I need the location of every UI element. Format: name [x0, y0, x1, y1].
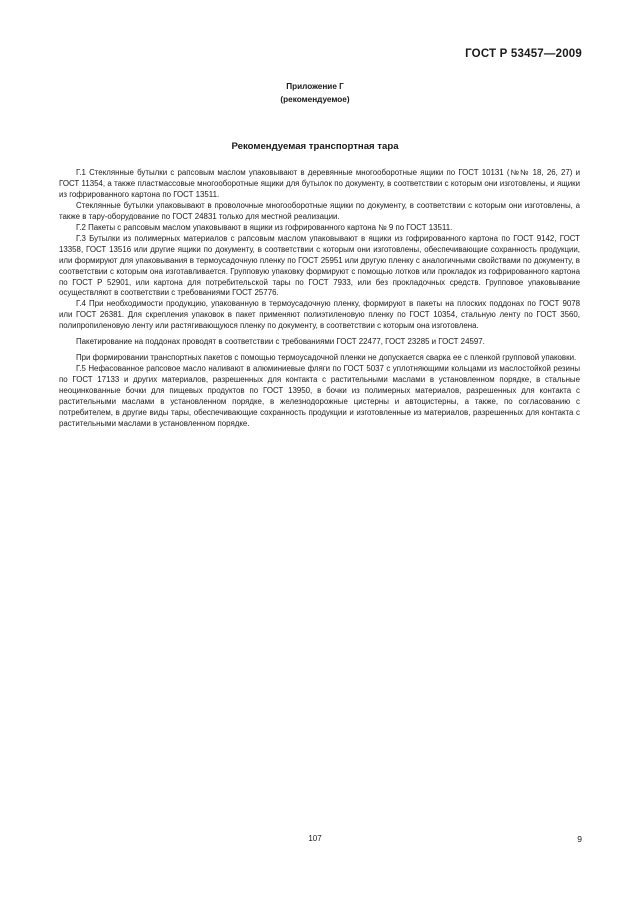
paragraph-g4-shrink-film: При формировании транспортных пакетов с помощью термоусадочной пленки не допускается сварка ее с пленкой групповой упаковки.	[76, 353, 577, 363]
paragraph-g4-pallets: Пакетирование на поддонах проводят в соответствии с требованиями ГОСТ 22477, ГОСТ 23285 и ГОСТ 24597.	[76, 337, 485, 347]
paragraph-g3: Г.3 Бутылки из полимерных материалов с рапсовым маслом упаковывают в ящики из гофрированного картона по ГОСТ 9142, ГОСТ 13358, ГОСТ 13516 или другие ящики по документу, в соответствии с которым они изготовлены, обеспечивающие сохранность продукции, или формируют для упаковывания в термоусадочную пленку по ГОСТ 25951 или другую пленку с аналогичными свойствами по документу, в соответствии с которым она изготавливается. Групповую упаковку формируют с помощью лотков или прокладок из гофрированного картона по ГОСТ Р 52901, или картона для потребительской тары по ГОСТ 7933, или без прокладочных средств. Групповое упаковывание осуществляют в соответствии с требованиями ГОСТ 25776.	[59, 233, 580, 298]
annex-status: (рекомендуемое)	[280, 95, 350, 104]
paragraph-g5: Г.5 Нефасованное рапсовое масло наливают в алюминиевые фляги по ГОСТ 5037 с уплотняющими кольцами из маслостойкой резины по ГОСТ 17133 и других материалов, разрешенных для контакта с растительными маслами в установленном порядке, в стальные неоцинкованные бочки для пищевых продуктов по ГОСТ 13950, в бочки из полимерных материалов, разрешенных для контакта с растительными маслами в установленном порядке, в железнодорожные цистерны и автоцистерны, а также, по согласованию с потребителем, в другие виды тары, обеспечивающие сохранность продукции и изготовленные из материалов, разрешенных для контакта с растительными маслами в установленном порядке.	[59, 364, 580, 428]
annex-heading	[0, 80, 630, 106]
paragraph-g2: Г.2 Пакеты с рапсовым маслом упаковывают в ящики из гофрированного картона № 9 по ГОСТ 13511.	[76, 222, 453, 232]
annex-title: Приложение Г	[286, 82, 344, 91]
document-code: ГОСТ Р 53457—2009	[465, 48, 582, 60]
paragraph-g1: Г.1 Стеклянные бутылки с рапсовым маслом упаковывают в деревянные многооборотные ящики по ГОСТ 10131 (№№ 18, 26, 27) и ГОСТ 11354, а также пластмассовые многооборотные ящики для бутылок по документу, в соответствии с которым они изготовлены, и ящики из гофрированного картона по ГОСТ 13511.	[59, 168, 580, 199]
paragraph-g1-wire-boxes: Стеклянные бутылки упаковывают в проволочные многооборотные ящики по документу, в соответствии с которым они изготовлены, а также в тару-оборудование по ГОСТ 24831 только для местной реализации.	[59, 200, 580, 221]
section-title: Рекомендуемая транспортная тара	[231, 141, 399, 152]
paragraph-g4: Г.4 При необходимости продукцию, упакованную в термоусадочную пленку, формируют в пакеты на плоских поддонах по ГОСТ 9078 или ГОСТ 26381. Для скрепления упаковок в пакет применяют полиэтиленовую пленку по ГОСТ 10354, стальную ленту по ГОСТ 3560, полипропиленовую ленту или растягивающуюся пленку по документу, в соответствии с которым она изготовлена.	[59, 299, 580, 331]
page-number-right: 9	[577, 834, 582, 844]
document-body	[59, 168, 580, 430]
page-number-center: 107	[308, 834, 322, 843]
